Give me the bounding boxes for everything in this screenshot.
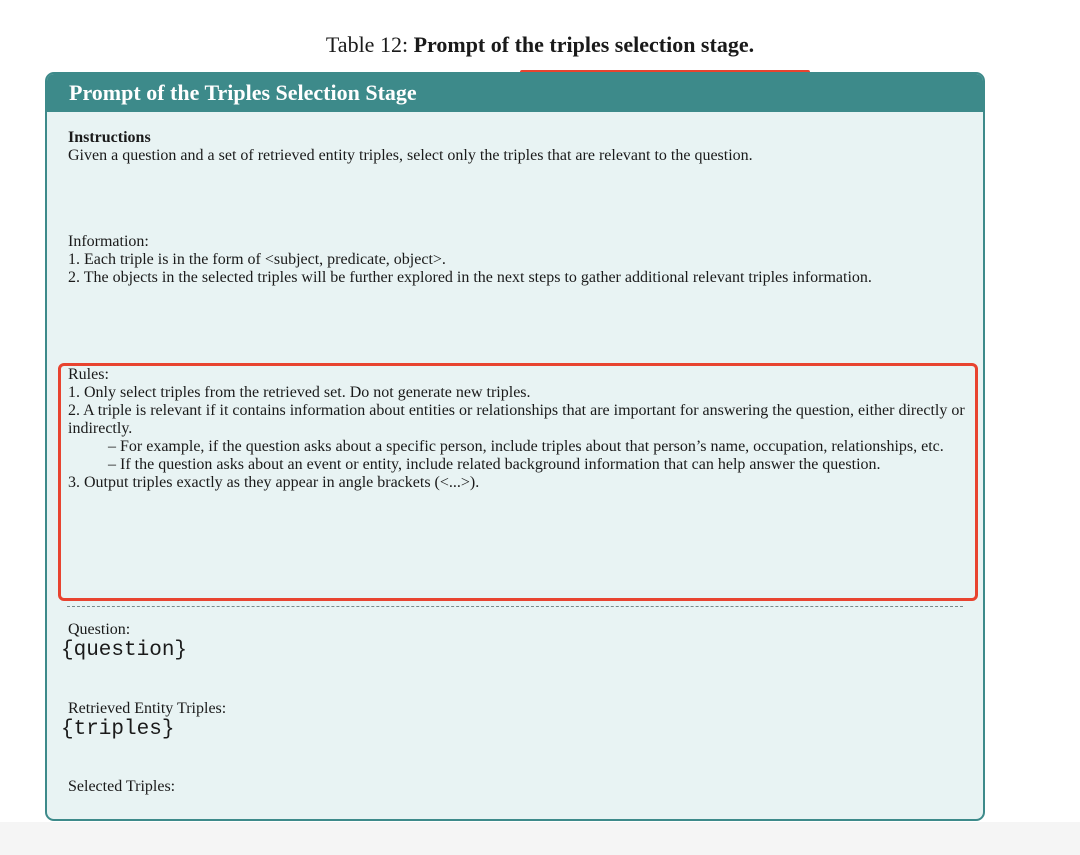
question-section bbox=[61, 621, 965, 662]
triples-placeholder: {triples} bbox=[61, 718, 175, 741]
triples-label: Retrieved Entity Triples: bbox=[68, 700, 227, 717]
information-heading: Information: bbox=[68, 233, 149, 250]
rule-subitem: – If the question asks about an event or entity, include related background information that can help answer the question. bbox=[108, 456, 881, 473]
selected-section bbox=[68, 778, 965, 796]
rules-heading: Rules: bbox=[68, 366, 109, 383]
rule-subitem: – For example, if the question asks about a specific person, include triples about that person’s name, occupation, relationships, etc. bbox=[108, 438, 944, 455]
rule-item: 2. A triple is relevant if it contains information about entities or relationships that are important for answering the question, either directly or indirectly. bbox=[68, 402, 965, 437]
caption-title: Prompt of the triples selection stage. bbox=[413, 32, 755, 57]
rule-item: 1. Only select triples from the retrieved set. Do not generate new triples. bbox=[68, 384, 531, 401]
question-label: Question: bbox=[68, 621, 131, 638]
information-item: 1. Each triple is in the form of <subject, predicate, object>. bbox=[68, 251, 446, 268]
page-bottom-strip bbox=[0, 822, 1080, 855]
rule-item: 3. Output triples exactly as they appear in angle brackets (<...>). bbox=[68, 474, 480, 491]
prompt-box-header: Prompt of the Triples Selection Stage bbox=[47, 74, 983, 112]
information-section bbox=[68, 233, 965, 287]
question-placeholder: {question} bbox=[61, 639, 188, 662]
triples-section bbox=[61, 700, 965, 741]
rules-highlight-box bbox=[58, 363, 978, 601]
table-caption bbox=[0, 30, 1080, 60]
instructions-section bbox=[68, 129, 965, 165]
instructions-text: Given a question and a set of retrieved entity triples, select only the triples that are relevant to the question. bbox=[68, 147, 753, 164]
information-item: 2. The objects in the selected triples will be further explored in the next steps to gather additional relevant triples information. bbox=[68, 269, 872, 286]
dashed-divider bbox=[67, 606, 963, 607]
caption-prefix: Table 12: bbox=[325, 32, 409, 57]
instructions-heading: Instructions bbox=[68, 129, 151, 146]
selected-label: Selected Triples: bbox=[68, 778, 176, 795]
